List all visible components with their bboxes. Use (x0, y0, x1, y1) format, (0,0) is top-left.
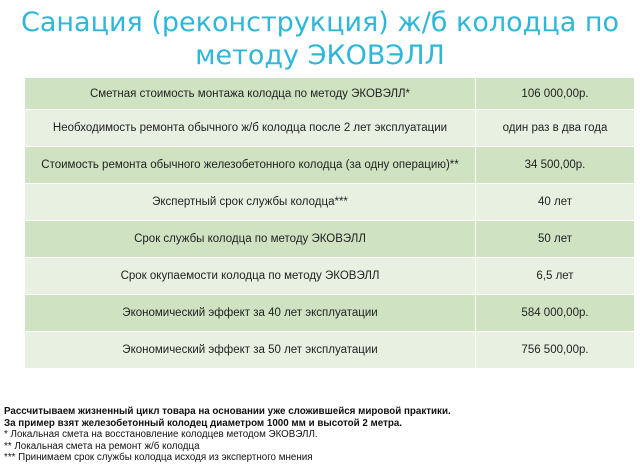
row-label: Сметная стоимость монтажа колодца по методу ЭКОВЭЛЛ* (25, 78, 476, 110)
table-row (25, 78, 635, 110)
row-value: 40 лет (476, 184, 635, 221)
table-row (25, 221, 635, 258)
row-label: Необходимость ремонта обычного ж/б колодца после 2 лет эксплуатации (25, 110, 476, 147)
row-value: 106 000,00р. (476, 78, 635, 110)
comparison-table (24, 77, 635, 369)
table-row (25, 184, 635, 221)
row-label: Экономический эффект за 40 лет эксплуатации (25, 295, 476, 332)
table-row (25, 332, 635, 369)
row-label: Срок окупаемости колодца по методу ЭКОВЭЛЛ (25, 258, 476, 295)
footnotes (4, 406, 634, 464)
row-value: 756 500,00р. (476, 332, 635, 369)
note-bold-1: Рассчитываем жизненный цикл товара на основании уже сложившейся мировой практики. (4, 406, 451, 417)
table-row (25, 110, 635, 147)
row-label: Срок службы колодца по методу ЭКОВЭЛЛ (25, 221, 476, 258)
table-row (25, 295, 635, 332)
row-label: Стоимость ремонта обычного железобетонного колодца (за одну операцию)** (25, 147, 476, 184)
table-row (25, 258, 635, 295)
row-value: 584 000,00р. (476, 295, 635, 332)
page-title (0, 6, 640, 72)
row-value: 34 500,00р. (476, 147, 635, 184)
row-label: Экономический эффект за 50 лет эксплуатации (25, 332, 476, 369)
note-bold-2: За пример взят железобетонный колодец диаметром 1000 мм и высотой 2 метра. (4, 417, 403, 429)
title-line-1: Санация (реконструкция) ж/б колодца по (21, 7, 619, 38)
row-value: 6,5 лет (476, 258, 635, 295)
footnote-1: * Локальная смета на восстановление колодцев методом ЭКОВЭЛЛ. (4, 429, 318, 440)
footnote-3: *** Принимаем срок службы колодца исходя из экспертного мнения (4, 452, 313, 463)
table-row (25, 147, 635, 184)
footnote-2: ** Локальная смета на ремонт ж/б колодца (4, 440, 200, 452)
row-value: один раз в два года (476, 110, 635, 147)
row-label: Экспертный срок службы колодца*** (25, 184, 476, 221)
row-value: 50 лет (476, 221, 635, 258)
title-line-2: методу ЭКОВЭЛЛ (195, 40, 445, 71)
